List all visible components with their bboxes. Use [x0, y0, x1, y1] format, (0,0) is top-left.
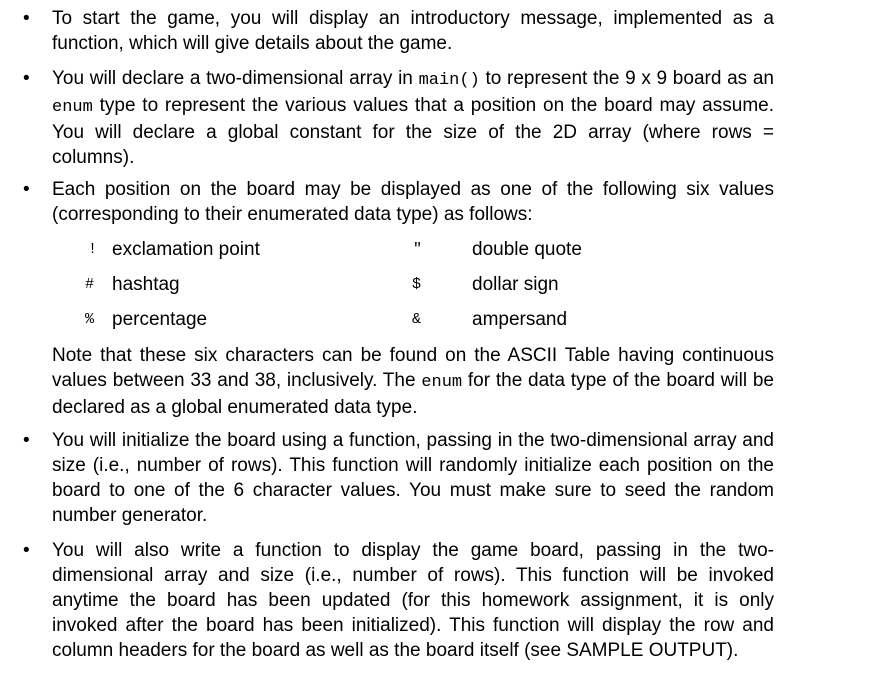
bullet-intro-message	[23, 6, 774, 56]
symbol-name: percentage	[112, 309, 208, 330]
symbol-char: "	[413, 241, 423, 258]
bullet-text: You will initialize the board using a function, passing in the two-dimensional array and size (i.e., number of rows). This function will randomly initialize each position on the board to one of the 6 character values. You must make sure to seed the random number generator.	[52, 430, 774, 526]
symbol-char: !	[88, 241, 98, 258]
bullet-dot-icon: •	[23, 430, 30, 451]
bullet-text-part: to represent the 9 x 9 board as an	[479, 68, 774, 89]
bullet-initialize-board	[23, 428, 774, 528]
bullet-text-part: You will declare a two-dimensional array in	[52, 68, 419, 89]
symbol-char: #	[85, 276, 95, 293]
symbol-name: dollar sign	[472, 274, 559, 295]
bullet-text: You will also write a function to display the game board, passing in the two-dimensional array and size (i.e., number of rows). This function will be invoked anytime the board has been updated (for this homework assignment, it is only invoked after the board has been initialized). This function will display the row and column headers for the board as well as the board itself (see SAMPLE OUTPUT).	[52, 540, 774, 661]
symbol-char: $	[412, 276, 422, 293]
bullet-declare-array	[23, 66, 774, 170]
bullet-text-part: type to represent the various values that a position on the board may assume. You will declare a global constant for the size of the 2D array (where rows = columns).	[52, 95, 774, 168]
ascii-note	[52, 343, 774, 420]
symbol-row	[0, 237, 800, 262]
symbol-name: ampersand	[472, 309, 568, 330]
symbol-name: exclamation point	[112, 239, 260, 260]
bullet-dot-icon: •	[23, 68, 30, 89]
bullet-dot-icon: •	[23, 179, 30, 200]
note-text-part: for the data type of the board will be declared as a global enumerated data type.	[52, 370, 774, 418]
symbol-char: &	[412, 311, 422, 328]
symbol-name: double quote	[472, 239, 582, 260]
bullet-six-values	[23, 177, 774, 227]
code-enum: enum	[421, 373, 463, 392]
note-text-part: Note that these six characters can be found on the ASCII Table having continuous values between 33 and 38, inclusively. The	[52, 345, 774, 391]
bullet-display-board	[23, 538, 774, 663]
bullet-dot-icon: •	[23, 8, 30, 29]
bullet-dot-icon: •	[23, 540, 30, 561]
symbol-name: hashtag	[112, 274, 180, 295]
symbol-char: %	[85, 311, 95, 328]
code-main: main()	[418, 71, 480, 90]
symbol-row	[0, 307, 800, 332]
symbol-row	[0, 272, 800, 297]
bullet-text: To start the game, you will display an introductory message, implemented as a function, which will give details about the game.	[52, 8, 774, 54]
code-enum: enum	[52, 98, 93, 117]
bullet-text: Each position on the board may be displayed as one of the following six values (corresponding to their enumerated data type) as follows:	[52, 179, 774, 225]
